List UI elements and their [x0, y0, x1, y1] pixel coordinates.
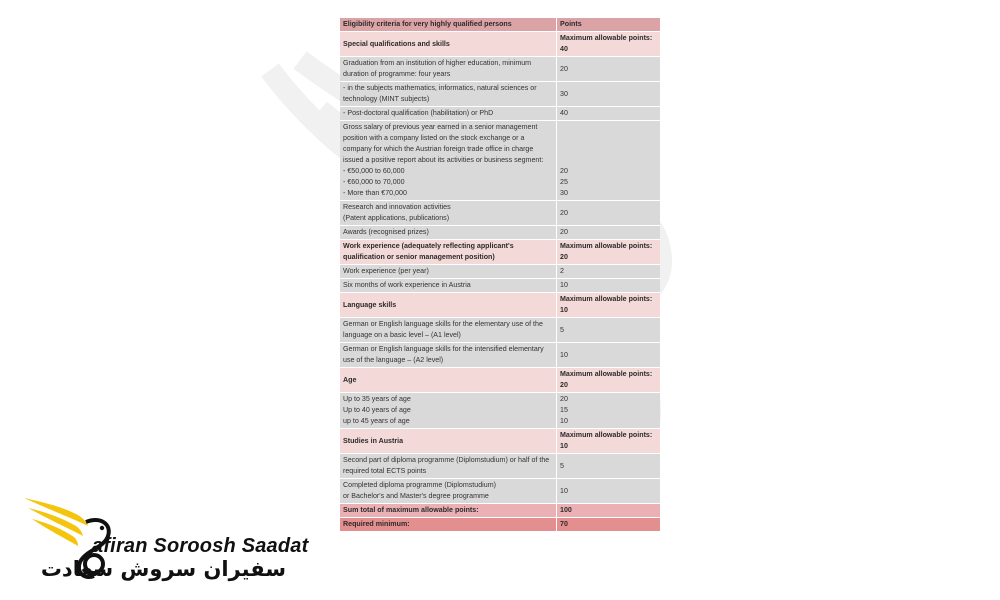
points-cell: 10	[560, 281, 568, 289]
section-work-experience	[340, 240, 660, 265]
salary-tier: - €60,000 to 70,000	[343, 178, 405, 186]
points-cell: 20	[560, 64, 568, 73]
section-title: Studies in Austria	[340, 429, 557, 453]
section-title: Language skills	[340, 293, 557, 317]
section-age	[340, 368, 660, 393]
header-criteria: Eligibility criteria for very highly qualified persons	[340, 18, 557, 31]
section-max-points: Maximum allowable points: 20	[560, 242, 653, 261]
header-points: Points	[560, 20, 582, 28]
research-line: (Patent applications, publications)	[343, 214, 450, 222]
criteria-cell: German or English language skills for the intensified elementary use of the language – (A2 level)	[340, 343, 557, 367]
criteria-cell: Second part of diploma programme (Diplomstudium) or half of the required total ECTS points	[340, 454, 557, 478]
points-cell: 30	[560, 89, 568, 98]
completed-line: Completed diploma programme (Diplomstudium)	[343, 481, 496, 489]
salary-tier: - €50,000 to 60,000	[343, 167, 405, 175]
points-cell: 10	[560, 350, 568, 359]
criteria-cell	[340, 121, 557, 200]
section-max-points: Maximum allowable points: 10	[560, 295, 653, 314]
criteria-cell	[340, 201, 557, 225]
table-row	[340, 343, 660, 368]
points-cell: 10	[560, 486, 568, 495]
section-max-points: Maximum allowable points: 20	[560, 370, 653, 389]
criteria-cell: Graduation from an institution of higher education, minimum duration of programme: four years	[340, 57, 557, 81]
brand-name-fa: سفیران سروش سعادت	[40, 557, 286, 581]
sum-total-row	[340, 504, 660, 518]
section-title: Special qualifications and skills	[340, 32, 557, 56]
criteria-cell: - Post-doctoral qualification (habilitation) or PhD	[340, 107, 557, 120]
section-language-skills	[340, 293, 660, 318]
table-header-row	[340, 18, 660, 32]
points-cell: 5	[560, 325, 564, 334]
table-row	[340, 121, 660, 201]
table-row	[340, 57, 660, 82]
sum-value: 100	[560, 506, 572, 514]
section-max-points: Maximum allowable points: 10	[560, 431, 653, 450]
table-row	[340, 107, 660, 121]
points-cell: 5	[560, 461, 564, 470]
criteria-cell	[340, 393, 557, 428]
eligibility-table	[340, 18, 660, 532]
age-row: Up to 40 years of age	[343, 406, 411, 414]
age-row: up to 45 years of age	[343, 417, 410, 425]
criteria-cell: Awards (recognised prizes)	[340, 226, 557, 239]
criteria-cell: German or English language skills for the elementary use of the language on a basic level – (A1 level)	[340, 318, 557, 342]
section-studies-austria	[340, 429, 660, 454]
points-cell: 20	[560, 228, 568, 236]
salary-points: 20	[560, 167, 568, 175]
salary-points: 25	[560, 178, 568, 186]
points-cell: 20	[560, 208, 568, 217]
section-max-points: Maximum allowable points: 40	[560, 34, 653, 53]
table-row	[340, 479, 660, 504]
criteria-cell	[340, 479, 557, 503]
table-row	[340, 454, 660, 479]
required-minimum-row	[340, 518, 660, 532]
age-points: 10	[560, 417, 568, 425]
brand-name-en: afiran Soroosh Saadat	[92, 535, 309, 557]
age-row: Up to 35 years of age	[343, 395, 411, 403]
points-cell: 2	[560, 267, 564, 275]
table-row	[340, 201, 660, 226]
points-cell	[557, 121, 660, 200]
points-cell: 40	[560, 109, 568, 117]
table-row	[340, 82, 660, 107]
required-label: Required minimum:	[340, 518, 557, 531]
salary-intro: Gross salary of previous year earned in a senior management position with a company listed on the stock exchange or a company for which the Austrian foreign trade office in charge issued a positive report about its activities or business segment:	[343, 123, 544, 164]
table-row	[340, 393, 660, 429]
age-points: 15	[560, 406, 568, 414]
sum-label: Sum total of maximum allowable points:	[340, 504, 557, 517]
section-title: Age	[340, 368, 557, 392]
required-value: 70	[560, 520, 568, 528]
age-points: 20	[560, 395, 568, 403]
table-row	[340, 318, 660, 343]
table-row	[340, 279, 660, 293]
table-row	[340, 226, 660, 240]
salary-tier: - More than €70,000	[343, 189, 407, 197]
table-row	[340, 265, 660, 279]
section-title: Work experience (adequately reflecting applicant's qualification or senior management position)	[340, 240, 557, 264]
completed-line: or Bachelor's and Master's degree programme	[343, 492, 489, 500]
criteria-cell: Work experience (per year)	[340, 265, 557, 278]
research-line: Research and innovation activities	[343, 203, 451, 211]
section-special-qualifications	[340, 32, 660, 57]
salary-points: 30	[560, 189, 568, 197]
criteria-cell: - in the subjects mathematics, informatics, natural sciences or technology (MINT subjects)	[340, 82, 557, 106]
criteria-cell: Six months of work experience in Austria	[340, 279, 557, 292]
points-cell	[557, 393, 660, 428]
